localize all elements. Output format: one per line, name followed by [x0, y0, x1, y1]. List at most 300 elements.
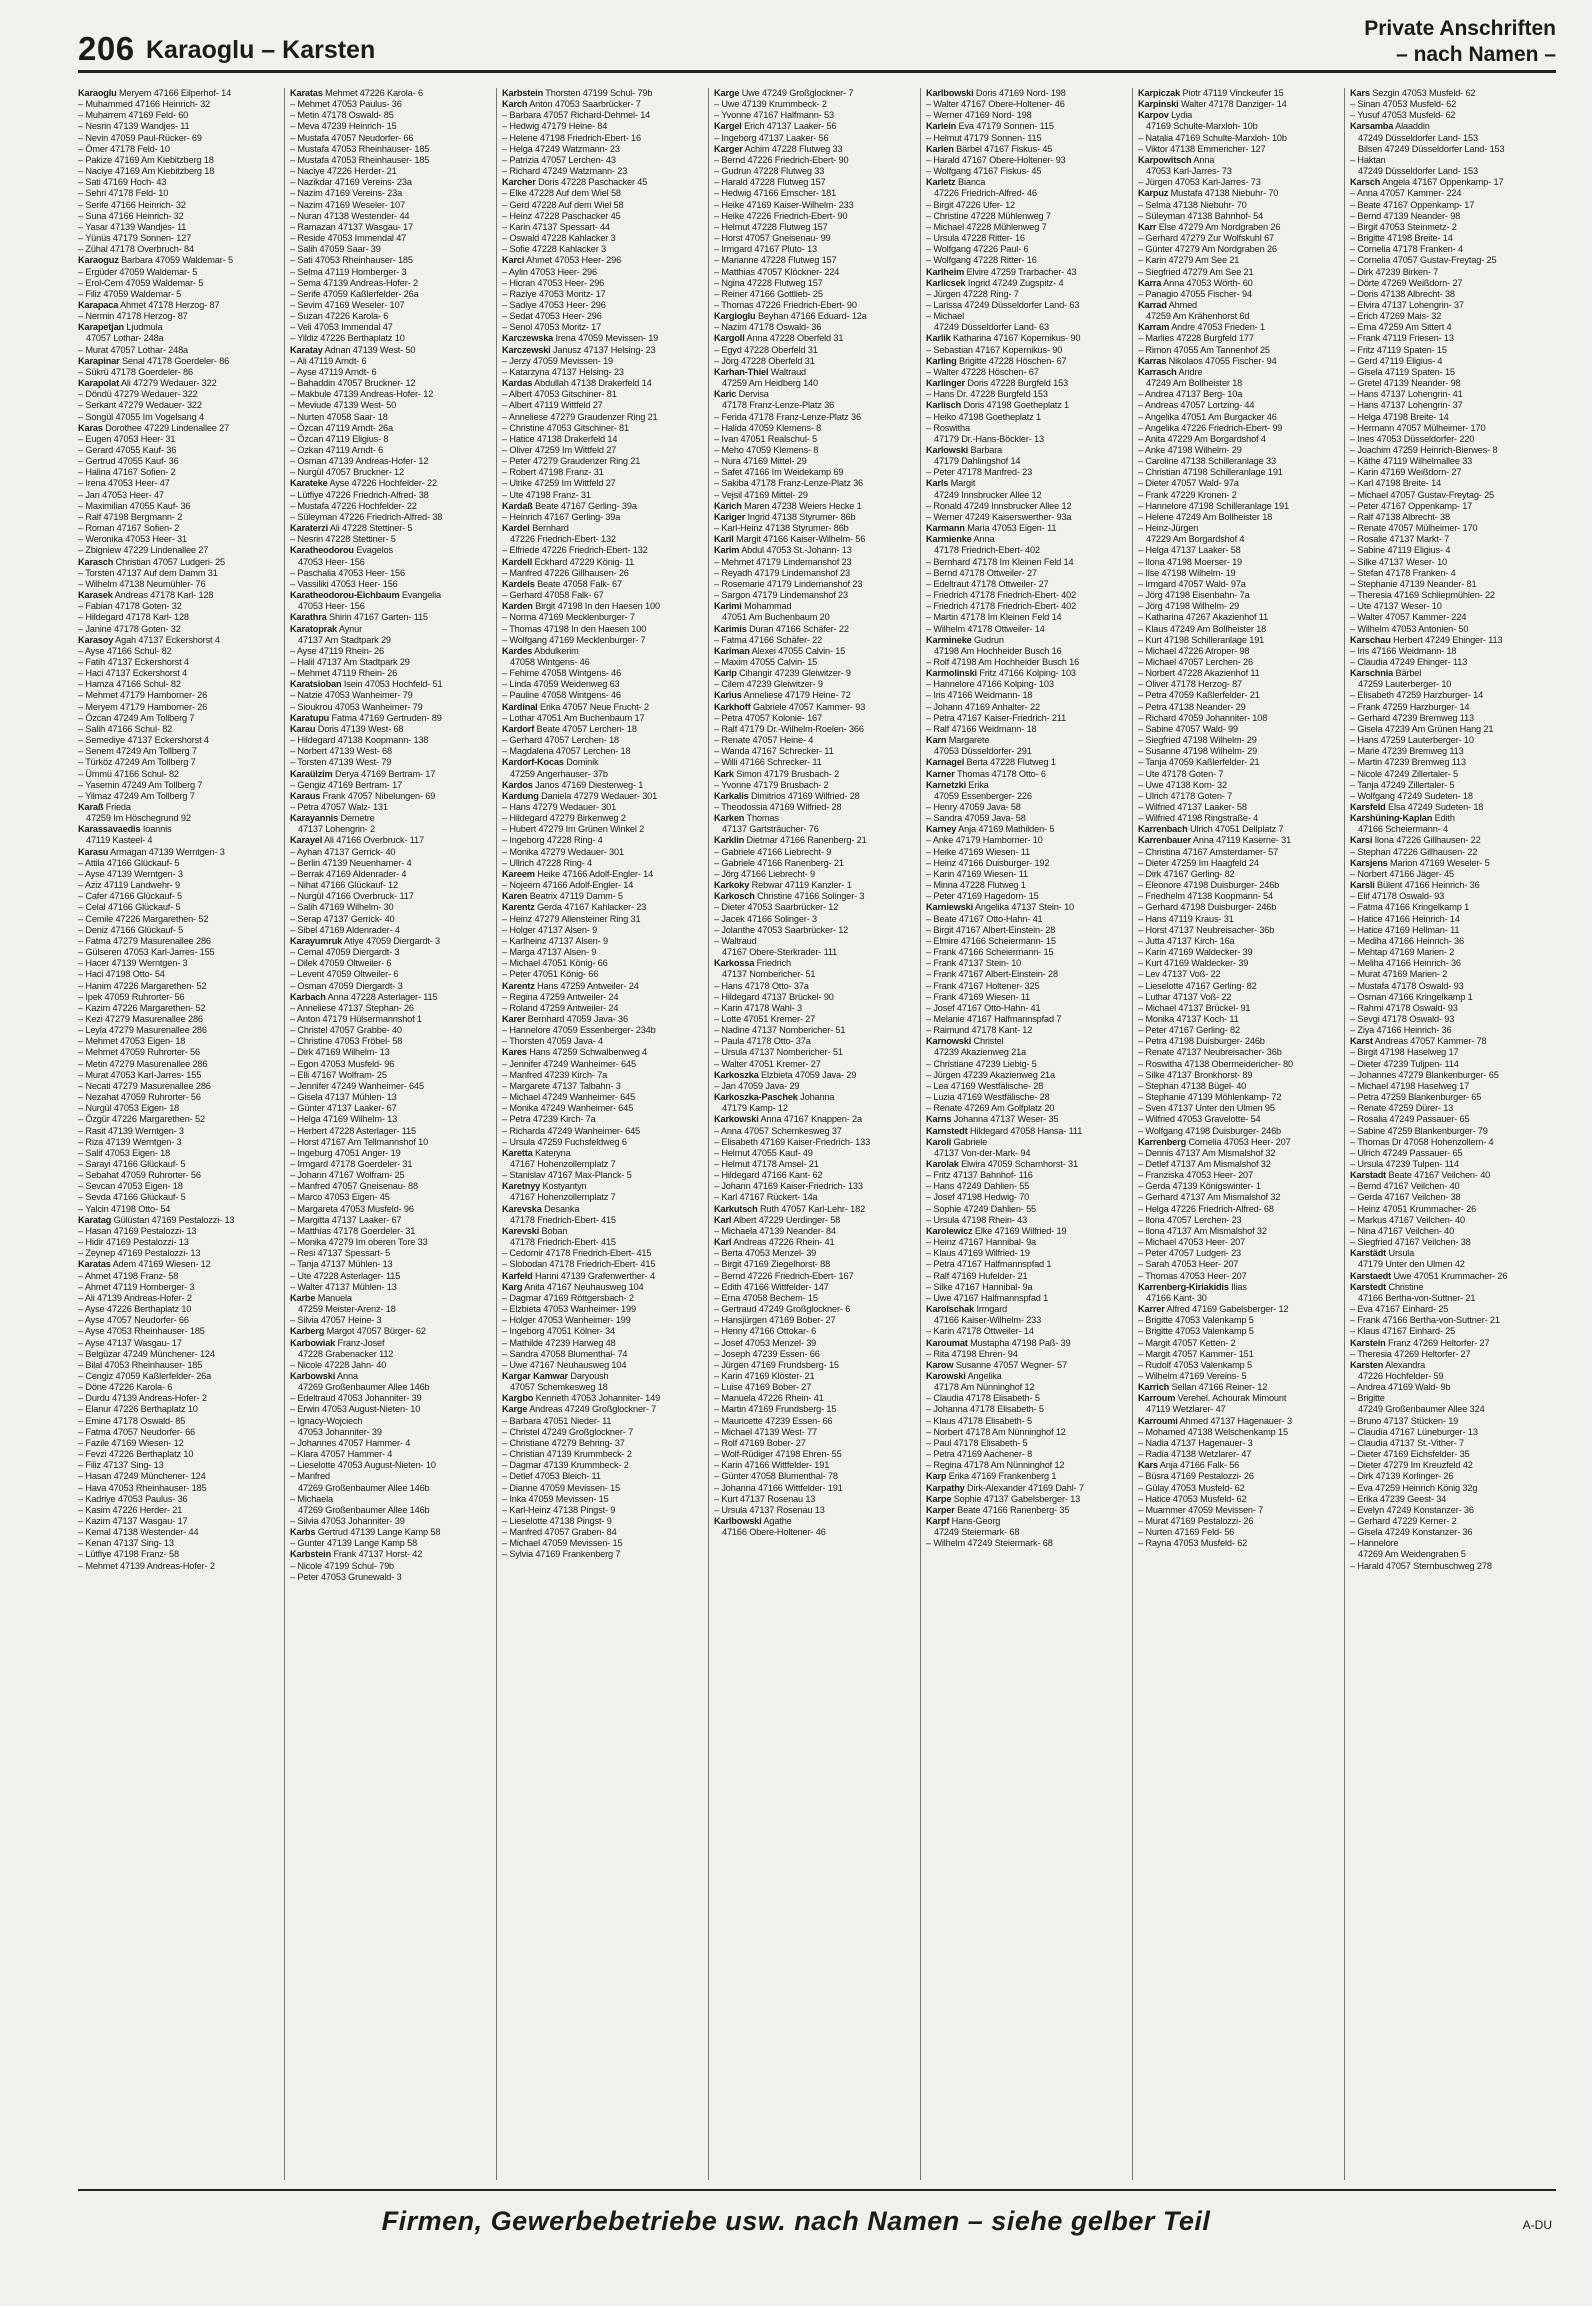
- entry-text: Shirin 47167 Garten- 115: [329, 612, 428, 623]
- directory-entry: [502, 255, 703, 266]
- directory-entry: [1138, 356, 1339, 367]
- entry-surname: Karkoszka: [714, 1069, 759, 1080]
- entry-text: Elwira 47059 Scharnhorst- 31: [961, 1159, 1078, 1169]
- entry-text: – Ilona 47057 Lerchen- 23: [1138, 1214, 1242, 1225]
- directory-entry: [926, 278, 1127, 289]
- entry-text: Anita 47167 Neuhausweg 104: [524, 1281, 644, 1292]
- entry-surname: Karoumat: [926, 1337, 968, 1348]
- entry-surname: Karram: [1138, 322, 1170, 333]
- directory-entry: [290, 1170, 491, 1181]
- directory-entry: [1350, 289, 1551, 300]
- entry-text: – Petra 47057 Walz- 131: [290, 802, 388, 812]
- directory-entry: [1350, 557, 1551, 568]
- entry-text: – Roman 47167 Sofien- 2: [78, 523, 180, 534]
- entry-text: – Hildegard 47166 Kant- 62: [714, 1170, 823, 1181]
- directory-entry: [290, 1070, 491, 1081]
- directory-entry: [502, 1092, 703, 1103]
- directory-entry: [78, 579, 279, 590]
- entry-text: – Helmut 47179 Sonnen- 115: [926, 132, 1042, 143]
- directory-entry: [1350, 478, 1551, 489]
- directory-entry: [502, 121, 703, 132]
- entry-text: – Silke 47137 Weser- 10: [1350, 556, 1447, 567]
- directory-entry: [290, 423, 491, 434]
- directory-entry: [78, 1081, 279, 1092]
- entry-text: – Renate 47057 Mülheimer- 170: [1350, 523, 1478, 534]
- entry-text: Susanne 47057 Wegner- 57: [955, 1359, 1067, 1370]
- entry-text: Herbert 47249 Ehinger- 113: [1393, 634, 1503, 645]
- entry-text: Gabriele 47057 Kammer- 93: [752, 701, 866, 712]
- directory-entry: [926, 1326, 1127, 1337]
- directory-entry: [926, 1371, 1127, 1382]
- directory-entry: [78, 356, 279, 367]
- entry-text: – Heinz 47167 Hannibal- 9a: [926, 1237, 1037, 1248]
- directory-entry: [78, 612, 279, 623]
- entry-text: – Jan 47053 Heer- 47: [78, 489, 164, 500]
- directory-entry: [926, 211, 1127, 222]
- directory-entry: [1350, 1561, 1551, 1572]
- directory-entry: [78, 1293, 279, 1304]
- directory-entry: [714, 590, 915, 601]
- entry-text: – Peter 47057 Ludgeri- 23: [1138, 1248, 1242, 1259]
- entry-surname: Kardorf-Kocas: [502, 757, 564, 768]
- directory-entry: [1138, 1483, 1339, 1494]
- entry-text: – Hacer 47139 Werntgen- 3: [78, 958, 188, 969]
- entry-text: – Petra 47138 Neander- 29: [1138, 701, 1246, 712]
- entry-text: – Ute 47137 Weser- 10: [1350, 601, 1442, 612]
- entry-text: – Cornelia 47057 Gustav-Freytag- 25: [1350, 255, 1497, 266]
- entry-text: – Rudolf 47053 Valenkamp 5: [1138, 1359, 1252, 1370]
- entry-text: – Mauricette 47239 Essen- 66: [714, 1415, 833, 1426]
- entry-surname: Karstadt: [1350, 1170, 1387, 1181]
- entry-text: – Theresia 47269 Heltorfer- 27: [1350, 1348, 1471, 1359]
- entry-text: Manuela: [317, 1292, 352, 1303]
- entry-text: – Ayse 47119 Rhein- 26: [290, 645, 384, 656]
- entry-text: – Michael 47226 Atroper- 98: [1138, 645, 1250, 656]
- entry-text: – Walter 47167 Obere-Holtener- 46: [926, 99, 1065, 110]
- entry-text: Doris 47198 Goetheplatz 1: [963, 400, 1070, 411]
- entry-text: – Elli 47167 Wolfram- 25: [290, 1069, 387, 1080]
- entry-surname: Karpinski: [1138, 99, 1179, 110]
- entry-text: – Claudia 47249 Ehinger- 113: [1350, 656, 1468, 667]
- directory-entry: [1138, 981, 1339, 992]
- entry-text: – Klaus 47249 Am Bollheister 18: [1138, 623, 1267, 634]
- entry-text: – Wolfgang 47167 Fiskus- 45: [926, 166, 1042, 177]
- directory-entry: [290, 1561, 491, 1572]
- directory-entry: [1350, 1471, 1551, 1482]
- entry-surname: Karken: [714, 813, 745, 824]
- entry-text: – Egon 47053 Musfeld- 96: [290, 1058, 395, 1069]
- directory-entry: [502, 1382, 703, 1393]
- entry-text: Doris 47228 Burgfeld 153: [967, 378, 1069, 389]
- entry-text: – Friedhelm 47138 Koopmann- 54: [1138, 891, 1273, 902]
- directory-entry: [1350, 1338, 1551, 1349]
- entry-text: – Nurgül 47166 Overbruck- 117: [290, 891, 414, 902]
- entry-text: – Ute 47198 Franz- 31: [502, 489, 591, 500]
- entry-text: – Monika 47279 Im oberen Tore 33: [290, 1237, 428, 1248]
- directory-entry: [290, 501, 491, 512]
- entry-text: – Elvira 47137 Lohengrin- 37: [1350, 299, 1464, 310]
- entry-text: Birgit 47198 In den Haesen 100: [535, 601, 660, 612]
- entry-text: – Edeltraud 47053 Johanniter- 39: [290, 1393, 422, 1404]
- directory-entry: [1350, 925, 1551, 936]
- directory-entry: [714, 1014, 915, 1025]
- entry-text: Albert 47229 Uerdinger- 58: [733, 1214, 841, 1225]
- entry-text: – Fevzi 47226 Berthaplatz 10: [78, 1449, 194, 1460]
- directory-entry: [926, 1393, 1127, 1404]
- directory-entry: [502, 1371, 703, 1382]
- directory-entry: [290, 880, 491, 891]
- entry-text: – Thorsten 47059 Java- 4: [502, 1036, 603, 1047]
- entry-text: – Gunter 47139 Lange Kamp 58: [290, 1538, 418, 1549]
- directory-entry: [714, 490, 915, 501]
- entry-text: – Karin 47178 Ottweiler- 14: [926, 1326, 1034, 1337]
- directory-entry: [714, 1371, 915, 1382]
- entry-text: – Hannelore: [1350, 1538, 1399, 1549]
- directory-entry: [1350, 1505, 1551, 1516]
- directory-entry: [290, 166, 491, 177]
- entry-text: – Nazim 47178 Oswald- 36: [714, 322, 822, 333]
- directory-entry: [1350, 969, 1551, 980]
- directory-entry: [290, 1382, 491, 1393]
- entry-text: – Mehmet 47053 Paulus- 36: [290, 99, 402, 110]
- directory-entry: [926, 99, 1127, 110]
- directory-entry: [290, 378, 491, 389]
- entry-text: Abdulkerim: [534, 645, 579, 656]
- directory-entry: [1350, 155, 1551, 166]
- entry-text: – Fatih 47137 Eckershorst 4: [78, 656, 189, 667]
- entry-text: – Gerhard 47279 Zur Wolfskuhl 67: [1138, 233, 1274, 244]
- entry-text: – Ivan 47051 Realschul- 5: [714, 433, 817, 444]
- entry-text: – Hasan 47169 Pestalozzi- 13: [78, 1225, 197, 1236]
- directory-entry: [502, 1059, 703, 1070]
- entry-text: – Jörg 47198 Wilhelm- 29: [1138, 601, 1240, 612]
- directory-entry: [714, 233, 915, 244]
- entry-surname: Karaoguz: [78, 255, 119, 266]
- entry-text: Hans-Georg: [951, 1516, 1001, 1526]
- entry-text: – Meho 47059 Klemens- 8: [714, 445, 819, 455]
- entry-text: – Erol-Cem 47059 Waldemar- 5: [78, 277, 204, 288]
- entry-text: Demetre: [340, 813, 375, 824]
- directory-entry: [290, 1047, 491, 1058]
- entry-text: 47249 Steiermark- 68: [934, 1527, 1020, 1538]
- entry-text: – Cengiz 47059 Kaßlerfelder- 26a: [78, 1370, 212, 1381]
- directory-entry: [1138, 333, 1339, 344]
- entry-text: – Gengiz 47169 Bertram- 17: [290, 779, 403, 790]
- directory-entry: [926, 835, 1127, 846]
- entry-text: – Mehmet 47179 Lindemanshof 23: [714, 556, 852, 567]
- entry-text: – Birgit 47167 Albert-Einstein- 28: [926, 924, 1056, 935]
- directory-entry: [926, 746, 1127, 757]
- section-heading-line2: – nach Namen –: [1396, 43, 1556, 66]
- directory-entry: [1138, 824, 1339, 835]
- entry-text: 47228 Grabenacker 112: [298, 1348, 394, 1359]
- directory-entry: [926, 289, 1127, 300]
- entry-text: – Ralf 47169 Hufelder- 21: [926, 1270, 1028, 1281]
- directory-entry: [78, 311, 279, 322]
- entry-text: Isein 47053 Hochfeld- 51: [343, 679, 443, 690]
- directory-entry: [926, 914, 1127, 925]
- entry-text: – Günter 47137 Laaker- 67: [290, 1103, 397, 1114]
- directory-columns: [78, 88, 1556, 2180]
- entry-text: Ruth 47057 Karl-Lehr- 182: [760, 1203, 866, 1214]
- entry-text: – Ralf 47198 Bergmann- 2: [78, 511, 183, 522]
- entry-text: 47178 Friedrich-Ebert- 402: [934, 545, 1040, 556]
- entry-surname: Kargioglu: [714, 311, 756, 322]
- entry-surname: Karstein: [1350, 1337, 1386, 1348]
- directory-entry: [714, 936, 915, 947]
- entry-surname: Karius: [714, 690, 742, 701]
- directory-entry: [1138, 590, 1339, 601]
- directory-entry: [78, 1137, 279, 1148]
- directory-entry: [78, 813, 279, 824]
- entry-surname: Karkhoff: [714, 701, 751, 712]
- entry-surname: Karkosch: [714, 891, 755, 902]
- entry-text: Dominik: [566, 757, 599, 768]
- directory-entry: [926, 412, 1127, 423]
- entry-text: – Silke 47137 Bronkhorst- 89: [1138, 1069, 1253, 1080]
- entry-text: – Stephan 47226 Gillhausen- 22: [1350, 846, 1478, 857]
- directory-entry: [502, 1538, 703, 1549]
- directory-entry: [926, 757, 1127, 768]
- directory-entry: [502, 389, 703, 400]
- directory-entry: [1350, 1003, 1551, 1014]
- entry-text: 47178 Franz-Lenze-Platz 36: [722, 400, 835, 411]
- entry-text: – Ümmü 47166 Schul- 82: [78, 768, 179, 779]
- entry-text: – Regina 47178 Am Nünninghof 12: [926, 1460, 1065, 1471]
- directory-entry: [78, 1460, 279, 1471]
- directory-entry: [1350, 1393, 1551, 1404]
- entry-surname: Kardinal: [502, 701, 538, 712]
- entry-text: – Nicole 47199 Schul- 79b: [290, 1560, 395, 1571]
- directory-entry: [78, 133, 279, 144]
- directory-entry: [78, 423, 279, 434]
- directory-column: [708, 88, 920, 2180]
- entry-text: – Dilek 47059 Oltweiler- 6: [290, 958, 392, 969]
- directory-entry: [926, 512, 1127, 523]
- directory-entry: [1138, 1192, 1339, 1203]
- directory-entry: [714, 110, 915, 121]
- entry-text: – Martin 47239 Bremweg 113: [1350, 757, 1466, 768]
- directory-entry: [290, 88, 491, 99]
- entry-text: – Raimund 47178 Kant- 12: [926, 1025, 1033, 1036]
- entry-text: – Dennis 47137 Am Mismalshof 32: [1138, 1147, 1276, 1158]
- entry-text: Beate 47057 Lerchen- 18: [536, 723, 637, 734]
- entry-text: – Birgit 47226 Ufer- 12: [926, 199, 1015, 210]
- directory-entry: [502, 668, 703, 679]
- entry-text: – Ali 47139 Andreas-Hofer- 2: [78, 1292, 192, 1303]
- directory-entry: [502, 958, 703, 969]
- entry-text: Thomas 47178 Otto- 6: [956, 768, 1046, 779]
- entry-text: – Andrea 47169 Wald- 9b: [1350, 1382, 1451, 1393]
- entry-text: – Manfred 47226 Gillhausen- 26: [502, 567, 629, 578]
- directory-entry: [926, 813, 1127, 824]
- directory-entry: [714, 1304, 915, 1315]
- directory-entry: [1138, 902, 1339, 913]
- entry-text: – Heinz-Jürgen: [1138, 523, 1199, 534]
- entry-text: – Kezi 47279 Masurenallee 286: [78, 1013, 203, 1024]
- directory-entry: [926, 992, 1127, 1003]
- directory-entry: [290, 1538, 491, 1549]
- entry-text: – Sophie 47249 Dahlien- 55: [926, 1203, 1037, 1214]
- directory-entry: [78, 1360, 279, 1371]
- directory-entry: [78, 445, 279, 456]
- entry-text: – Peter 47167 Oppenkamp- 17: [1350, 500, 1473, 511]
- entry-text: 47137 Gartsträucher- 76: [722, 824, 819, 835]
- entry-text: Beatrix 47119 Damm- 5: [529, 891, 623, 902]
- entry-text: Beate 47058 Falk- 67: [537, 578, 622, 589]
- entry-text: – Renate 47137 Neubreisacher- 36b: [1138, 1047, 1282, 1058]
- entry-text: – Marlies 47228 Burgfeld 177: [1138, 333, 1254, 344]
- directory-entry: [502, 679, 703, 690]
- entry-text: – Kurt 47137 Rosenau 13: [714, 1493, 816, 1504]
- directory-entry: [1138, 1393, 1339, 1404]
- directory-entry: [1138, 211, 1339, 222]
- entry-text: – Heinz 47166 Duisburger- 192: [926, 857, 1050, 868]
- entry-text: – Hedwig 47166 Emscher- 181: [714, 188, 837, 199]
- directory-entry: [1138, 1404, 1339, 1415]
- entry-text: Gerda 47167 Kahlacker- 23: [537, 902, 647, 913]
- entry-surname: Karasoy: [78, 634, 114, 645]
- directory-entry: [78, 467, 279, 478]
- entry-text: Anna 47167 Knappen- 2a: [760, 1114, 862, 1125]
- entry-text: – Michaela 47139 Neander- 84: [714, 1225, 836, 1236]
- entry-text: – Yasemin 47249 Am Tollberg 7: [78, 779, 203, 790]
- directory-entry: [502, 322, 703, 333]
- directory-entry: [78, 1248, 279, 1259]
- entry-text: Gülüstan 47169 Pestalozzi- 13: [113, 1214, 235, 1225]
- directory-entry: [714, 1070, 915, 1081]
- entry-text: Senal 47178 Goerdeler- 86: [121, 355, 230, 366]
- entry-text: – Egyd 47228 Oberfeld 31: [714, 344, 818, 355]
- entry-text: Andre: [1178, 366, 1203, 377]
- entry-text: – Berlin 47139 Neuenhamer- 4: [290, 857, 412, 868]
- entry-surname: Kardell: [502, 556, 533, 567]
- directory-entry: [502, 289, 703, 300]
- entry-surname: Karas: [78, 422, 103, 433]
- directory-entry: [714, 802, 915, 813]
- entry-text: – Elfriede 47226 Friedrich-Ebert- 132: [502, 545, 648, 556]
- entry-text: – Margit 47057 Kammer- 151: [1138, 1348, 1254, 1359]
- directory-entry: [290, 679, 491, 690]
- directory-entry: [1138, 1538, 1339, 1549]
- directory-entry: [1350, 1148, 1551, 1159]
- entry-text: – Haci 47198 Otto- 54: [78, 969, 165, 980]
- directory-entry: [926, 1114, 1127, 1125]
- entry-text: – Frank 47229 Kronen- 2: [1138, 489, 1237, 500]
- directory-entry: [1350, 1114, 1551, 1125]
- directory-entry: [502, 724, 703, 735]
- entry-text: – Rayna 47053 Musfeld- 62: [1138, 1538, 1248, 1549]
- directory-entry: [1138, 690, 1339, 701]
- entry-surname: Karsfeld: [1350, 802, 1386, 812]
- directory-entry: [1138, 612, 1339, 623]
- directory-entry: [714, 367, 915, 378]
- directory-entry: [290, 891, 491, 902]
- entry-text: – Ingeborg 47137 Laaker- 56: [714, 132, 829, 143]
- entry-text: – Christina 47167 Amsterdamer- 57: [1138, 846, 1279, 857]
- entry-text: – Christine 47053 Fröbel- 58: [290, 1036, 403, 1047]
- entry-text: – Mehmet 47179 Hamborner- 26: [78, 690, 208, 701]
- entry-text: 47053 Johanniter- 39: [298, 1426, 382, 1437]
- entry-text: – Heinz 47051 Krummacher- 26: [1350, 1203, 1477, 1214]
- entry-surname: Karaterzi: [290, 523, 328, 534]
- entry-text: Bernhard 47059 Java- 36: [527, 1013, 628, 1024]
- directory-entry: [78, 713, 279, 724]
- entry-text: Abdul 47053 St.-Johann- 13: [741, 545, 852, 556]
- directory-entry: [78, 267, 279, 278]
- directory-entry: [502, 400, 703, 411]
- entry-text: – Safet 47166 Im Weidekamp 69: [714, 467, 844, 478]
- entry-text: – Lieselotte 47138 Pingst- 9: [502, 1516, 612, 1526]
- entry-text: – Sati 47169 Hoch- 43: [78, 177, 167, 188]
- entry-text: Margit: [950, 478, 976, 489]
- entry-surname: Karatheodorou-Eichbaum: [290, 590, 400, 601]
- entry-text: – Sebahat 47059 Ruhrorter- 56: [78, 1170, 201, 1181]
- entry-text: 47137 Am Stadtpark 29: [298, 634, 391, 645]
- directory-entry: [290, 847, 491, 858]
- entry-text: – Yvonne 47179 Brusbach- 2: [714, 779, 829, 790]
- directory-entry: [502, 847, 703, 858]
- entry-text: – Thomas Dr 47058 Hohenzollern- 4: [1350, 1136, 1494, 1147]
- directory-entry: [290, 590, 491, 601]
- directory-entry: [926, 1416, 1127, 1427]
- directory-entry: [926, 1404, 1127, 1415]
- entry-text: – Rolf 47198 Am Hochheider Busch 16: [926, 656, 1080, 667]
- directory-entry: [714, 791, 915, 802]
- directory-entry: [926, 646, 1127, 657]
- entry-text: – Irena 47053 Heer- 47: [78, 478, 170, 489]
- directory-entry: [714, 501, 915, 512]
- entry-surname: Karger: [714, 143, 743, 154]
- entry-text: 47249 Großenbaumer Allee 324: [1358, 1404, 1485, 1415]
- directory-entry: [1350, 356, 1551, 367]
- directory-entry: [502, 1103, 703, 1114]
- entry-text: – Eva 47167 Einhard- 25: [1350, 1304, 1449, 1315]
- directory-entry: [1138, 1014, 1339, 1025]
- directory-entry: [1350, 133, 1551, 144]
- entry-text: – Haktan: [1350, 154, 1386, 165]
- entry-text: – Sabine 47057 Wald- 99: [1138, 723, 1238, 734]
- entry-text: – Ursula 47137 Nombericher- 51: [714, 1047, 843, 1058]
- entry-text: – Luise 47169 Bober- 27: [714, 1382, 812, 1393]
- entry-text: – Nihat 47166 Glückauf- 12: [290, 880, 398, 891]
- entry-text: Else 47279 Am Nordgraben 26: [1158, 221, 1281, 232]
- entry-text: 47178 Friedrich-Ebert- 415: [510, 1237, 616, 1248]
- entry-text: Doris 47169 Nord- 198: [975, 88, 1066, 98]
- directory-entry: [290, 311, 491, 322]
- entry-surname: Karlisch: [926, 400, 962, 411]
- directory-entry: [290, 624, 491, 635]
- directory-entry: [290, 1159, 491, 1170]
- entry-text: – Yasar 47139 Wandjes- 11: [78, 221, 187, 232]
- directory-entry: [78, 824, 279, 835]
- entry-text: Margit 47166 Kaiser-Wilhelm- 56: [736, 534, 866, 545]
- entry-text: – Rosemarie 47179 Lindemanshof 23: [714, 578, 863, 589]
- entry-surname: Karentz: [502, 902, 535, 913]
- entry-surname: Karow: [926, 1359, 954, 1370]
- directory-entry: [78, 746, 279, 757]
- entry-text: – Meva 47239 Heinrich- 15: [290, 121, 397, 132]
- directory-entry: [78, 947, 279, 958]
- entry-text: – Karl-Heinz 47138 Pingst- 9: [502, 1504, 616, 1515]
- entry-text: – Michael: [926, 311, 964, 322]
- directory-entry: [78, 1003, 279, 1014]
- entry-text: – Michael 47198 Haselweg 17: [1350, 1080, 1470, 1091]
- directory-entry: [1138, 1092, 1339, 1103]
- directory-entry: [290, 813, 491, 824]
- entry-surname: Karczewska: [502, 333, 554, 344]
- directory-entry: [1350, 1349, 1551, 1360]
